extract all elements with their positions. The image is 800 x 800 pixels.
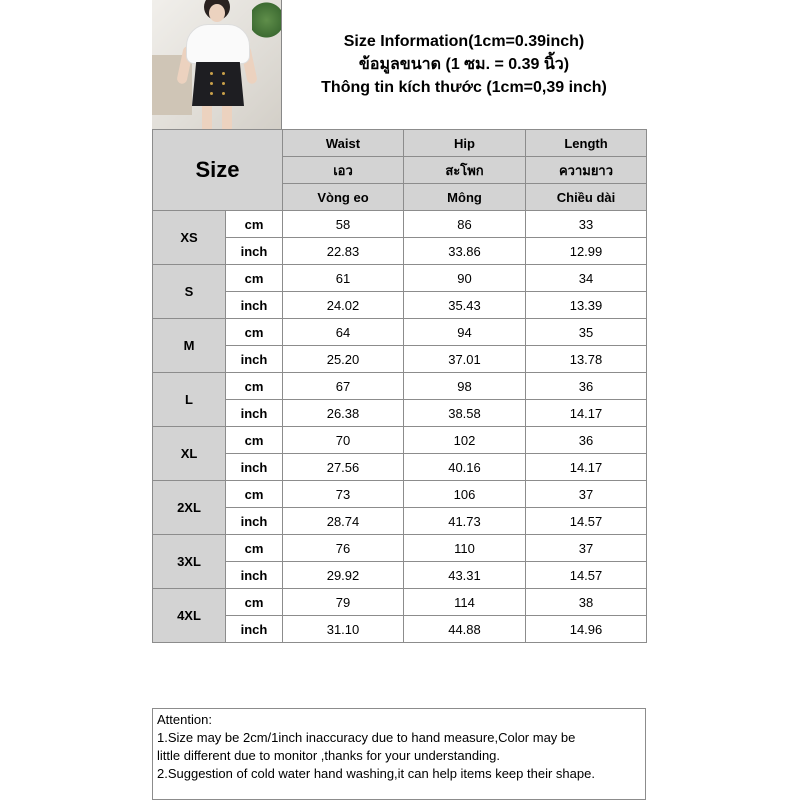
col-header-waist-vi: Vòng eo bbox=[283, 184, 404, 211]
col-header-length-vi: Chiều dài bbox=[526, 184, 647, 211]
info-line-thai: ข้อมูลขนาด (1 ซม. = 0.39 นิ้ว) bbox=[358, 56, 570, 73]
col-header-waist-th: เอว bbox=[283, 157, 404, 184]
table-cell: 26.38 bbox=[283, 400, 404, 427]
unit-cm: cm bbox=[226, 589, 283, 616]
table-cell: 36 bbox=[526, 373, 647, 400]
unit-inch: inch bbox=[226, 562, 283, 589]
size-label: XS bbox=[153, 211, 226, 265]
table-cell: 41.73 bbox=[404, 508, 526, 535]
unit-inch: inch bbox=[226, 346, 283, 373]
size-label: S bbox=[153, 265, 226, 319]
table-cell: 106 bbox=[404, 481, 526, 508]
unit-inch: inch bbox=[226, 454, 283, 481]
table-cell: 94 bbox=[404, 319, 526, 346]
unit-cm: cm bbox=[226, 319, 283, 346]
table-cell: 14.96 bbox=[526, 616, 647, 643]
unit-cm: cm bbox=[226, 211, 283, 238]
attention-notes bbox=[152, 708, 646, 800]
table-cell: 110 bbox=[404, 535, 526, 562]
col-header-hip-en: Hip bbox=[404, 130, 526, 157]
table-cell: 43.31 bbox=[404, 562, 526, 589]
table-cell: 14.17 bbox=[526, 400, 647, 427]
table-cell: 25.20 bbox=[283, 346, 404, 373]
table-cell: 14.57 bbox=[526, 508, 647, 535]
table-cell: 13.39 bbox=[526, 292, 647, 319]
info-line-english: Size Information(1cm=0.39inch) bbox=[343, 33, 585, 50]
table-cell: 73 bbox=[283, 481, 404, 508]
table-cell: 33 bbox=[526, 211, 647, 238]
table-cell: 67 bbox=[283, 373, 404, 400]
size-label: 4XL bbox=[153, 589, 226, 643]
table-cell: 24.02 bbox=[283, 292, 404, 319]
unit-cm: cm bbox=[226, 373, 283, 400]
table-cell: 36 bbox=[526, 427, 647, 454]
size-label: L bbox=[153, 373, 226, 427]
table-cell: 35.43 bbox=[404, 292, 526, 319]
table-cell: 38 bbox=[526, 589, 647, 616]
table-cell: 35 bbox=[526, 319, 647, 346]
unit-inch: inch bbox=[226, 238, 283, 265]
table-cell: 38.58 bbox=[404, 400, 526, 427]
unit-inch: inch bbox=[226, 508, 283, 535]
table-cell: 31.10 bbox=[283, 616, 404, 643]
table-cell: 33.86 bbox=[404, 238, 526, 265]
table-cell: 40.16 bbox=[404, 454, 526, 481]
unit-inch: inch bbox=[226, 400, 283, 427]
table-cell: 14.17 bbox=[526, 454, 647, 481]
table-cell: 114 bbox=[404, 589, 526, 616]
size-label: 3XL bbox=[153, 535, 226, 589]
size-column-title: Size bbox=[153, 130, 283, 211]
table-cell: 58 bbox=[283, 211, 404, 238]
unit-cm: cm bbox=[226, 427, 283, 454]
table-cell: 98 bbox=[404, 373, 526, 400]
table-cell: 79 bbox=[283, 589, 404, 616]
col-header-waist-en: Waist bbox=[283, 130, 404, 157]
table-cell: 27.56 bbox=[283, 454, 404, 481]
size-label: XL bbox=[153, 427, 226, 481]
size-label: 2XL bbox=[153, 481, 226, 535]
unit-cm: cm bbox=[226, 535, 283, 562]
table-cell: 61 bbox=[283, 265, 404, 292]
unit-inch: inch bbox=[226, 292, 283, 319]
col-header-length-en: Length bbox=[526, 130, 647, 157]
attention-note-2: 2.Suggestion of cold water hand washing,it can help items keep their shape. bbox=[157, 766, 595, 781]
table-cell: 70 bbox=[283, 427, 404, 454]
col-header-hip-vi: Mông bbox=[404, 184, 526, 211]
table-cell: 102 bbox=[404, 427, 526, 454]
col-header-hip-th: สะโพก bbox=[404, 157, 526, 184]
table-cell: 64 bbox=[283, 319, 404, 346]
unit-inch: inch bbox=[226, 616, 283, 643]
table-cell: 29.92 bbox=[283, 562, 404, 589]
table-cell: 90 bbox=[404, 265, 526, 292]
table-cell: 37.01 bbox=[404, 346, 526, 373]
table-cell: 12.99 bbox=[526, 238, 647, 265]
table-cell: 22.83 bbox=[283, 238, 404, 265]
product-photo bbox=[152, 0, 282, 129]
table-cell: 86 bbox=[404, 211, 526, 238]
info-line-vietnamese: Thông tin kích thước (1cm=0,39 inch) bbox=[321, 79, 607, 96]
table-cell: 28.74 bbox=[283, 508, 404, 535]
table-cell: 76 bbox=[283, 535, 404, 562]
size-chart-table bbox=[152, 129, 647, 643]
attention-note-1a: 1.Size may be 2cm/1inch inaccuracy due to hand measure,Color may be bbox=[157, 730, 576, 745]
attention-title: Attention: bbox=[157, 712, 212, 727]
table-cell: 37 bbox=[526, 481, 647, 508]
attention-note-1b: little different due to monitor ,thanks for your understanding. bbox=[157, 748, 501, 763]
table-cell: 13.78 bbox=[526, 346, 647, 373]
unit-cm: cm bbox=[226, 481, 283, 508]
col-header-length-th: ความยาว bbox=[526, 157, 647, 184]
table-cell: 44.88 bbox=[404, 616, 526, 643]
unit-cm: cm bbox=[226, 265, 283, 292]
size-information-header bbox=[282, 0, 646, 129]
size-label: M bbox=[153, 319, 226, 373]
table-cell: 37 bbox=[526, 535, 647, 562]
table-cell: 34 bbox=[526, 265, 647, 292]
table-cell: 14.57 bbox=[526, 562, 647, 589]
